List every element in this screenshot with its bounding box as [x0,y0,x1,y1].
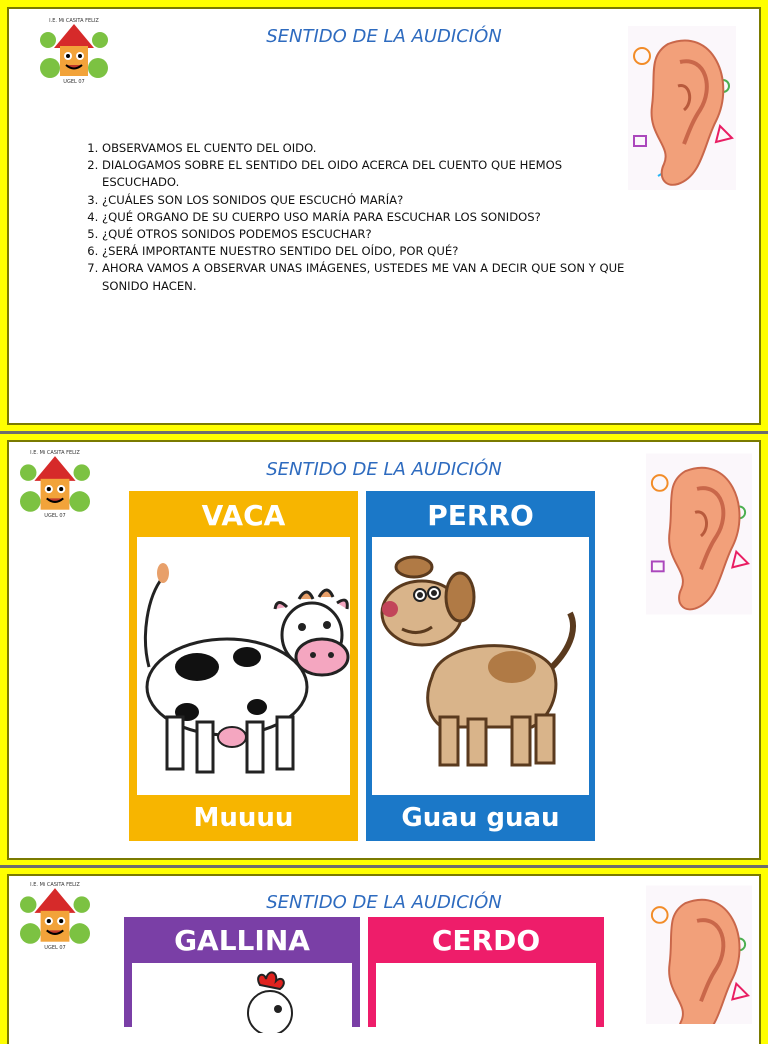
logo-sub: UGEL 07 [44,945,66,951]
logo-text: I.E. Mi CASITA FELIZ [30,450,80,456]
cow-illustration [137,537,350,795]
card-sound: Muuuu [193,803,294,833]
logo-text: I.E. Mi CASITA FELIZ [30,882,80,888]
card-title: CERDO [431,924,541,957]
animal-card-perro [366,491,595,841]
logo-sub: UGEL 07 [44,513,66,519]
ear-image [646,884,752,1024]
step-item: 7. AHORA VAMOS A OBSERVAR UNAS IMÁGENES, USTEDES ME VAN A DECIR QUE SON Y QUE SONIDO HACEN. [102,260,632,294]
dog-illustration [372,537,589,795]
step-item: 1. OBSERVAMOS EL CUENTO DEL OIDO. [102,140,632,157]
step-item: 2. DIALOGAMOS SOBRE EL SENTIDO DEL OIDO ACERCA DEL CUENTO QUE HEMOS ESCUCHADO. [102,157,632,191]
ear-image [628,26,736,190]
animal-card-vaca [129,491,358,841]
slide-1-title: SENTIDO DE LA AUDICIÓN [266,26,502,47]
step-item: 6. ¿SERÁ IMPORTANTE NUESTRO SENTIDO DEL OÍDO, POR QUÉ? [102,243,632,260]
card-title: VACA [201,499,286,532]
animal-card-cerdo [368,917,604,1027]
step-item: 3. ¿CUÁLES SON LOS SONIDOS QUE ESCUCHÓ MARÍA? [102,192,632,209]
slide-3-title: SENTIDO DE LA AUDICIÓN [266,892,502,913]
school-logo [20,882,90,952]
logo-sub: UGEL 07 [63,79,85,85]
school-logo [40,18,108,86]
ear-image [646,452,752,616]
card-image-area [376,963,596,1033]
card-image-area [137,537,350,795]
step-item: 4. ¿QUÉ ORGANO DE SU CUERPO USO MARÍA PARA ESCUCHAR LOS SONIDOS? [102,209,632,226]
slide-2-title: SENTIDO DE LA AUDICIÓN [266,459,502,480]
card-title: PERRO [427,499,534,532]
card-sound: Guau guau [401,803,560,833]
card-image-area [372,537,589,795]
hen-illustration [132,963,352,1033]
card-image-area [132,963,352,1033]
animal-card-gallina [124,917,360,1027]
card-title: GALLINA [174,924,310,957]
activity-steps [80,140,632,295]
step-item: 5. ¿QUÉ OTROS SONIDOS PODEMOS ESCUCHAR? [102,226,632,243]
school-logo [20,450,90,520]
logo-text: I.E. Mi CASITA FELIZ [49,18,99,24]
